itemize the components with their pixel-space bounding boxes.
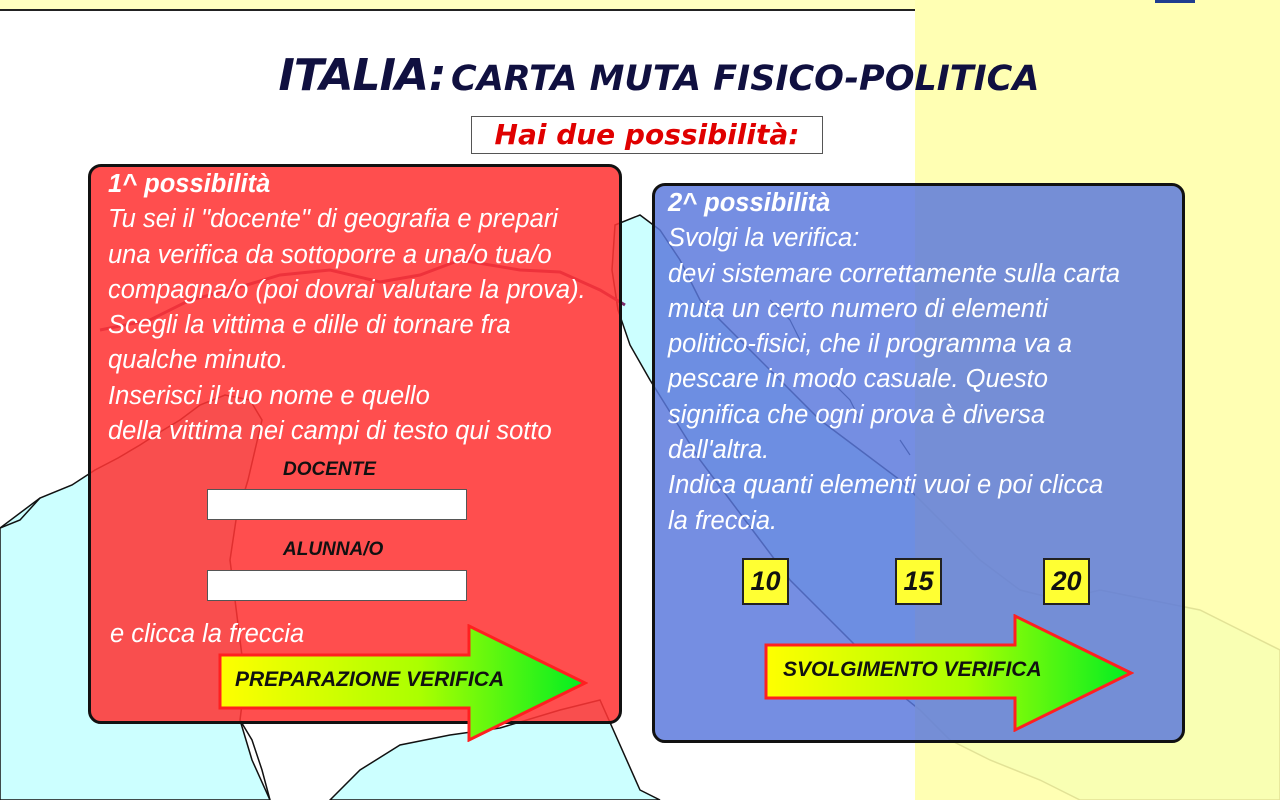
prepare-test-arrow-button[interactable] xyxy=(218,624,588,742)
panel-teacher-text xyxy=(108,167,586,449)
panel-test-line: politico-fisici, che il programma va a xyxy=(668,330,1072,359)
count-10-button[interactable]: 10 xyxy=(742,558,789,605)
panel-teacher-line: qualche minuto. xyxy=(108,346,289,375)
page-title xyxy=(0,50,1280,101)
subtitle-text: Hai due possibilità: xyxy=(494,118,800,151)
panel-teacher-line: Scegli la vittima e dille di tornare fra xyxy=(108,311,511,340)
panel-test-line: Indica quanti elementi vuoi e poi clicca xyxy=(668,471,1104,500)
title-sub: CARTA MUTA FISICO-POLITICA xyxy=(451,59,1040,99)
prepare-test-label: PREPARAZIONE VERIFICA xyxy=(235,668,505,691)
title-main: ITALIA: xyxy=(278,50,446,101)
take-test-arrow-button[interactable] xyxy=(764,614,1134,732)
panel-teacher-heading: 1^ possibilità xyxy=(108,170,271,198)
panel-teacher-line: Inserisci il tuo nome e quello xyxy=(108,381,430,410)
panel-test-line: la freccia. xyxy=(668,506,778,535)
panel-test-text xyxy=(668,186,1120,539)
take-test-label: SVOLGIMENTO VERIFICA xyxy=(783,658,1042,681)
alunna-label: ALUNNA/O xyxy=(283,539,384,560)
docente-input[interactable] xyxy=(207,489,467,520)
panel-teacher-cta: e clicca la freccia xyxy=(110,620,305,648)
count-15-button[interactable]: 15 xyxy=(895,558,942,605)
panel-test-heading: 2^ possibilità xyxy=(668,189,831,217)
subtitle-box xyxy=(471,116,823,154)
panel-test-line: devi sistemare correttamente sulla carta xyxy=(668,259,1121,288)
count-20-button[interactable]: 20 xyxy=(1043,558,1090,605)
corner-tab xyxy=(1155,0,1195,3)
alunna-input[interactable] xyxy=(207,570,467,601)
panel-teacher-line: compagna/o (poi dovrai valutare la prova). xyxy=(108,275,586,304)
panel-test-line: muta un certo numero di elementi xyxy=(668,294,1048,323)
panel-teacher-line: Tu sei il "docente" di geografia e prepari xyxy=(108,205,558,234)
panel-teacher-line: una verifica da sottoporre a una/o tua/o xyxy=(108,240,552,269)
top-strip xyxy=(0,0,915,11)
panel-test-line: dall'altra. xyxy=(668,436,770,465)
panel-test-line: Svolgi la verifica: xyxy=(668,224,860,253)
panel-teacher-line: della vittima nei campi di testo qui sotto xyxy=(108,417,552,446)
docente-label: DOCENTE xyxy=(283,459,376,480)
panel-test-line: pescare in modo casuale. Questo xyxy=(668,365,1048,394)
panel-test-line: significa che ogni prova è diversa xyxy=(668,400,1046,429)
